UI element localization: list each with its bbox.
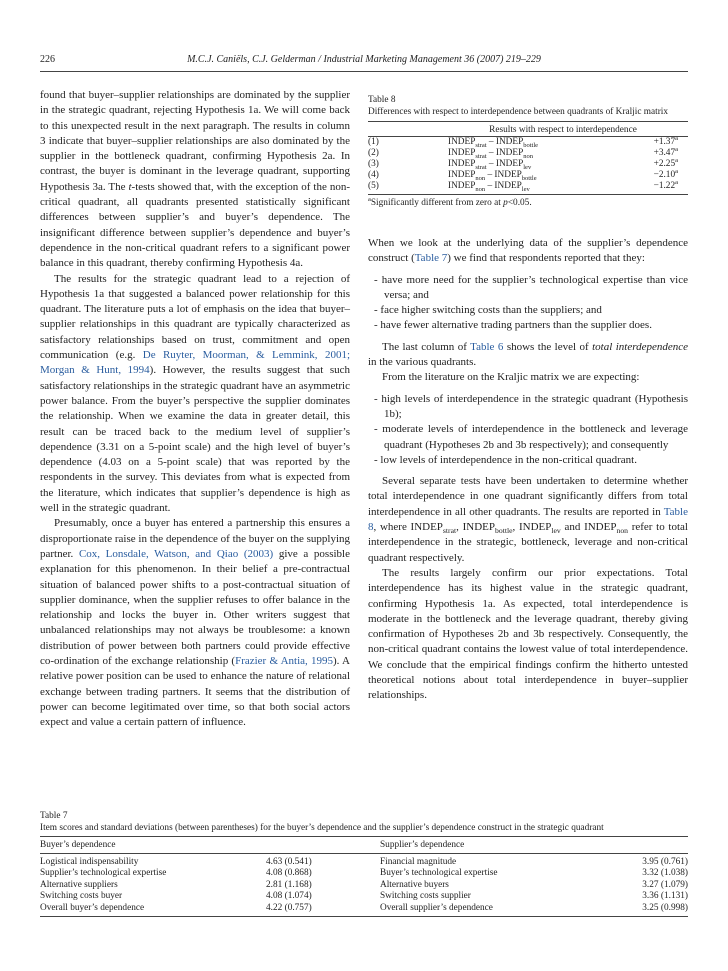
table-cell: 3.25 (0.998) <box>580 903 688 917</box>
dash: – <box>485 181 495 191</box>
table-row <box>40 868 688 879</box>
paragraph: The results largely confirm our prior expectations. Total interdependence has its highest value in the strategic quadrant, confirming Hypothesis 1a. As expected, total interdependence is moderate in the bottleneck and the leverage quadrant, thereby giving confirmation of Hypotheses 2b and 3b respectively. Consequently, the non-critical quadrant contains the lowest value of total interdependence. We conclude that the empirical findings confirm the hitherto untested theoretical notions about total interdependence in buyer–supplier relationships. <box>368 566 688 702</box>
citation-link[interactable]: Frazier & Antia, 1995 <box>235 654 334 667</box>
table-label: Table 7 <box>40 811 68 821</box>
indep-b: INDEP <box>495 159 524 169</box>
paragraph: Presumably, once a buyer has entered a partnership this ensures a disproportionate raise in the dependence of the buyer on the supplying partner. Cox, Lonsdale, Watson, and Qiao (2003) give a possible explanation for this phenomenon. In their belief a pre-contractual situation of balanced power shifts to a post-contractual situation of supplier dominance, when the supplier refuses to offer balance in the relationship and locks the buyer in. Other writers suggest that unbalanced relationships may not always be troublesome: a known distribution of power between both partners could provide effective co-ordination of the exchange relationship (Frazier & Antia, 1995). A relative power position can be used to enhance the nature of relational exchange between trading partners. It seems that the distribution of power can become legitimated over time, so that both social actors expect and value a certain pattern of influence. <box>40 517 350 729</box>
row-number: (2) <box>368 148 379 158</box>
table-row <box>40 891 688 902</box>
indep-b-sub: lev <box>521 185 530 193</box>
table-link[interactable]: Table 8 <box>368 505 688 534</box>
row-number: (4) <box>368 170 379 180</box>
indep-b: INDEP <box>494 170 522 180</box>
spacer <box>342 868 380 879</box>
spacer <box>342 903 380 917</box>
paragraph: The results for the strategic quadrant lead to a rejection of Hypothesis 1a that suggested a balanced power relationship for this quadrant. The literature puts a lot of emphasis on the idea that buyer–supplier relationships in this quadrant are typically characterized as satisfactory relationships based on trust, commitment and open communication (e.g. De Ruyter, Moorman, & Lemmink, 2001; Morgan & Hunt, 1994). However, the results suggest that such satisfactory relationships in the strategic quadrant have an asymmetric power balance. From the buyer’s perspective the supplier dominates the relationship. When we examine the data in greater detail, this result can be traced back to the medium level of supplier’s dependence (3.31 on a 5-point scale) and the high level of buyer’s dependence (4.03 on a 5-point scale) that was reported by the respondents in the survey. This deviates from what is expected from the literature, which indicates that supplier’s dependence is high as well in the strategic quadrant. <box>40 272 350 515</box>
indep-b-sub: bottle <box>521 174 537 182</box>
table-link[interactable]: Table 6 <box>470 340 504 353</box>
indep-a: INDEP <box>448 170 476 180</box>
row-number: (5) <box>368 181 379 191</box>
indep-a-sub: strat <box>475 163 487 171</box>
indep-b-sub: lev <box>523 163 532 171</box>
table-cell: Switching costs buyer <box>40 891 123 902</box>
table-note: $^a$Significantly different from zero at p<0.05. <box>368 195 532 208</box>
value <box>622 167 688 181</box>
spacer <box>342 854 380 869</box>
significance: a <box>675 134 678 142</box>
indep-b: INDEP <box>495 137 524 147</box>
table-row <box>368 170 688 181</box>
table-7 <box>40 810 688 917</box>
list-item: - have fewer alternative trading partners than the supplier does. <box>374 318 688 333</box>
table-row <box>368 137 688 148</box>
table-column-header: Results with respect to interdependence <box>368 122 688 137</box>
significance: a <box>675 178 678 186</box>
indep-a: INDEP <box>448 159 476 169</box>
table-cell: 3.36 (1.131) <box>642 891 688 902</box>
value <box>622 134 688 148</box>
table-cell: Alternative suppliers <box>40 879 118 890</box>
value <box>622 145 688 159</box>
table-row <box>40 854 688 869</box>
bullet-list <box>368 273 688 334</box>
table-cell: Overall supplier’s dependence <box>380 903 580 917</box>
table-cell: 3.95 (0.761) <box>642 857 688 867</box>
value-text: +1.37 <box>653 137 676 147</box>
paragraph: Several separate tests have been undertaken to determine whether total interdependence in one quadrant significantly differs from total interdependence in all other quadrants. The results are reported in Table 8, where $INDEP_{strat}$, $INDEP_{bottle}$, $INDEP_{lev}$ and $INDEP_{non}$ refer to total interdependence in the strategic, bottleneck, leverage and non-critical quadrant respectively. <box>368 475 688 564</box>
list-item: - moderate levels of interdependence in the bottleneck and leverage quadrant (Hypotheses 2b and 3b respectively); and consequently <box>374 422 688 453</box>
value-text: +3.47 <box>653 148 676 158</box>
dash: – <box>486 137 496 147</box>
value <box>622 156 688 170</box>
paragraph: When we look at the underlying data of the supplier’s dependence construct (Table 7) we find that respondents reported that they: <box>368 237 688 265</box>
comparison <box>448 159 622 170</box>
comparison <box>448 148 622 159</box>
table-cell: 4.08 (0.868) <box>266 868 312 879</box>
indep-a: INDEP <box>448 148 476 158</box>
table-row <box>368 159 688 170</box>
bullet-list <box>368 392 688 468</box>
spacer <box>342 880 380 891</box>
table-cell: 3.27 (1.079) <box>642 879 688 890</box>
indep-a-sub: strat <box>475 152 487 160</box>
paragraph: From the literature on the Kraljic matrix we are expecting: <box>382 371 640 384</box>
significance: a <box>675 156 678 164</box>
table-caption: Differences with respect to interdependence between quadrants of Kraljic matrix <box>368 107 669 117</box>
significance: a <box>675 167 678 175</box>
row-number: (3) <box>368 159 379 169</box>
paragraph: The last column of Table 6 shows the level of total interdependence in the various quadrants. <box>368 340 689 369</box>
comparison <box>448 170 622 181</box>
indep-a-sub: non <box>475 185 486 193</box>
table-row <box>368 181 688 192</box>
value-text: −2.10 <box>653 170 676 180</box>
list-item: - have more need for the supplier’s technological expertise than vice versa; and <box>374 273 688 304</box>
significance: a <box>675 145 678 153</box>
indep-b-sub: bottle <box>523 141 539 149</box>
table-caption: Item scores and standard deviations (between parentheses) for the buyer’s dependence and the supplier’s dependence construct in the strategic quadrant <box>40 823 604 833</box>
citation-link[interactable]: Cox, Lonsdale, Watson, and Qiao (2003) <box>78 547 274 560</box>
table-cell: Switching costs supplier <box>380 891 471 902</box>
citation-link[interactable]: De Ruyter, Moorman, & Lemmink, 2001; Morgan & Hunt, 1994 <box>40 349 350 377</box>
list-item: - low levels of interdependence in the non-critical quadrant. <box>374 453 688 468</box>
indep-a-sub: non <box>475 174 486 182</box>
table-header-buyer: Buyer’s dependence <box>40 837 342 854</box>
table-cell: Financial magnitude <box>380 857 457 867</box>
table-cell: Logistical indispensability <box>40 857 139 867</box>
dash: – <box>486 148 496 158</box>
table-body <box>368 134 688 193</box>
indep-a-sub: strat <box>475 141 487 149</box>
table-cell: Buyer’s technological expertise <box>380 868 498 879</box>
journal-citation: M.C.J. Caniëls, C.J. Gelderman / Industrial Marketing Management 36 (2007) 219–229 <box>187 54 541 65</box>
table-cell: 4.63 (0.541) <box>266 857 312 867</box>
table-cell: Alternative buyers <box>380 879 449 890</box>
comparison <box>448 181 622 192</box>
value <box>622 178 688 192</box>
table-cell: 3.32 (1.038) <box>642 868 688 879</box>
value-text: +2.25 <box>653 159 676 169</box>
table-link[interactable]: Table 7 <box>414 252 448 265</box>
row-number: (1) <box>368 137 379 147</box>
table-cell: Overall buyer’s dependence <box>40 903 266 917</box>
page-number: 226 <box>40 54 55 65</box>
indep-b: INDEP <box>495 148 524 158</box>
table-row <box>40 903 688 917</box>
table-body <box>40 836 688 917</box>
table-cell: Supplier’s technological expertise <box>40 868 167 879</box>
comparison <box>448 137 622 148</box>
indep-a: INDEP <box>448 181 476 191</box>
indep-b: INDEP <box>494 181 522 191</box>
spacer <box>342 891 380 902</box>
table-cell: 2.81 (1.168) <box>266 879 312 890</box>
list-item: - high levels of interdependence in the strategic quadrant (Hypothesis 1b); <box>374 392 688 423</box>
indep-b-sub: non <box>523 152 533 160</box>
right-column <box>368 236 688 704</box>
table-row <box>40 880 688 891</box>
indep-a: INDEP <box>448 137 476 147</box>
table-header-supplier: Supplier’s dependence <box>380 837 688 854</box>
dash: – <box>486 159 496 169</box>
list-item: - face higher switching costs than the suppliers; and <box>374 303 688 318</box>
table-label: Table 8 <box>368 95 396 105</box>
table-8 <box>368 94 688 208</box>
header-rule <box>40 71 688 72</box>
table-row <box>368 148 688 159</box>
paragraph: found that buyer–supplier relationships are dominated by the supplier in the strategic quadrant, rejecting Hypothesis 1a. We will come back to this unexpected result in the next paragraph. The results in column 3 indicate that buyer–supplier relationships are also dominated by the supplier in the bottleneck quadrant, confirming Hypothesis 2a. In contrast, the buyer is dominant in the leverage quadrant, supporting Hypothesis 3a. The t-tests showed that, with the exception of the non-critical quadrant, all quadrants presented statistically significant differences between supplier’s and buyer’s dependence. The insignificant difference between supplier’s dependence and buyer’s dependence in the non-critical quadrant refers to a significant power balance in this quadrant, thereby confirming Hypothesis 4a. <box>40 89 350 270</box>
value-text: −1.22 <box>653 181 676 191</box>
left-column <box>40 88 350 730</box>
table-cell: 4.08 (1.074) <box>266 891 312 902</box>
table-cell: 4.22 (0.757) <box>266 903 342 917</box>
dash: – <box>485 170 495 180</box>
